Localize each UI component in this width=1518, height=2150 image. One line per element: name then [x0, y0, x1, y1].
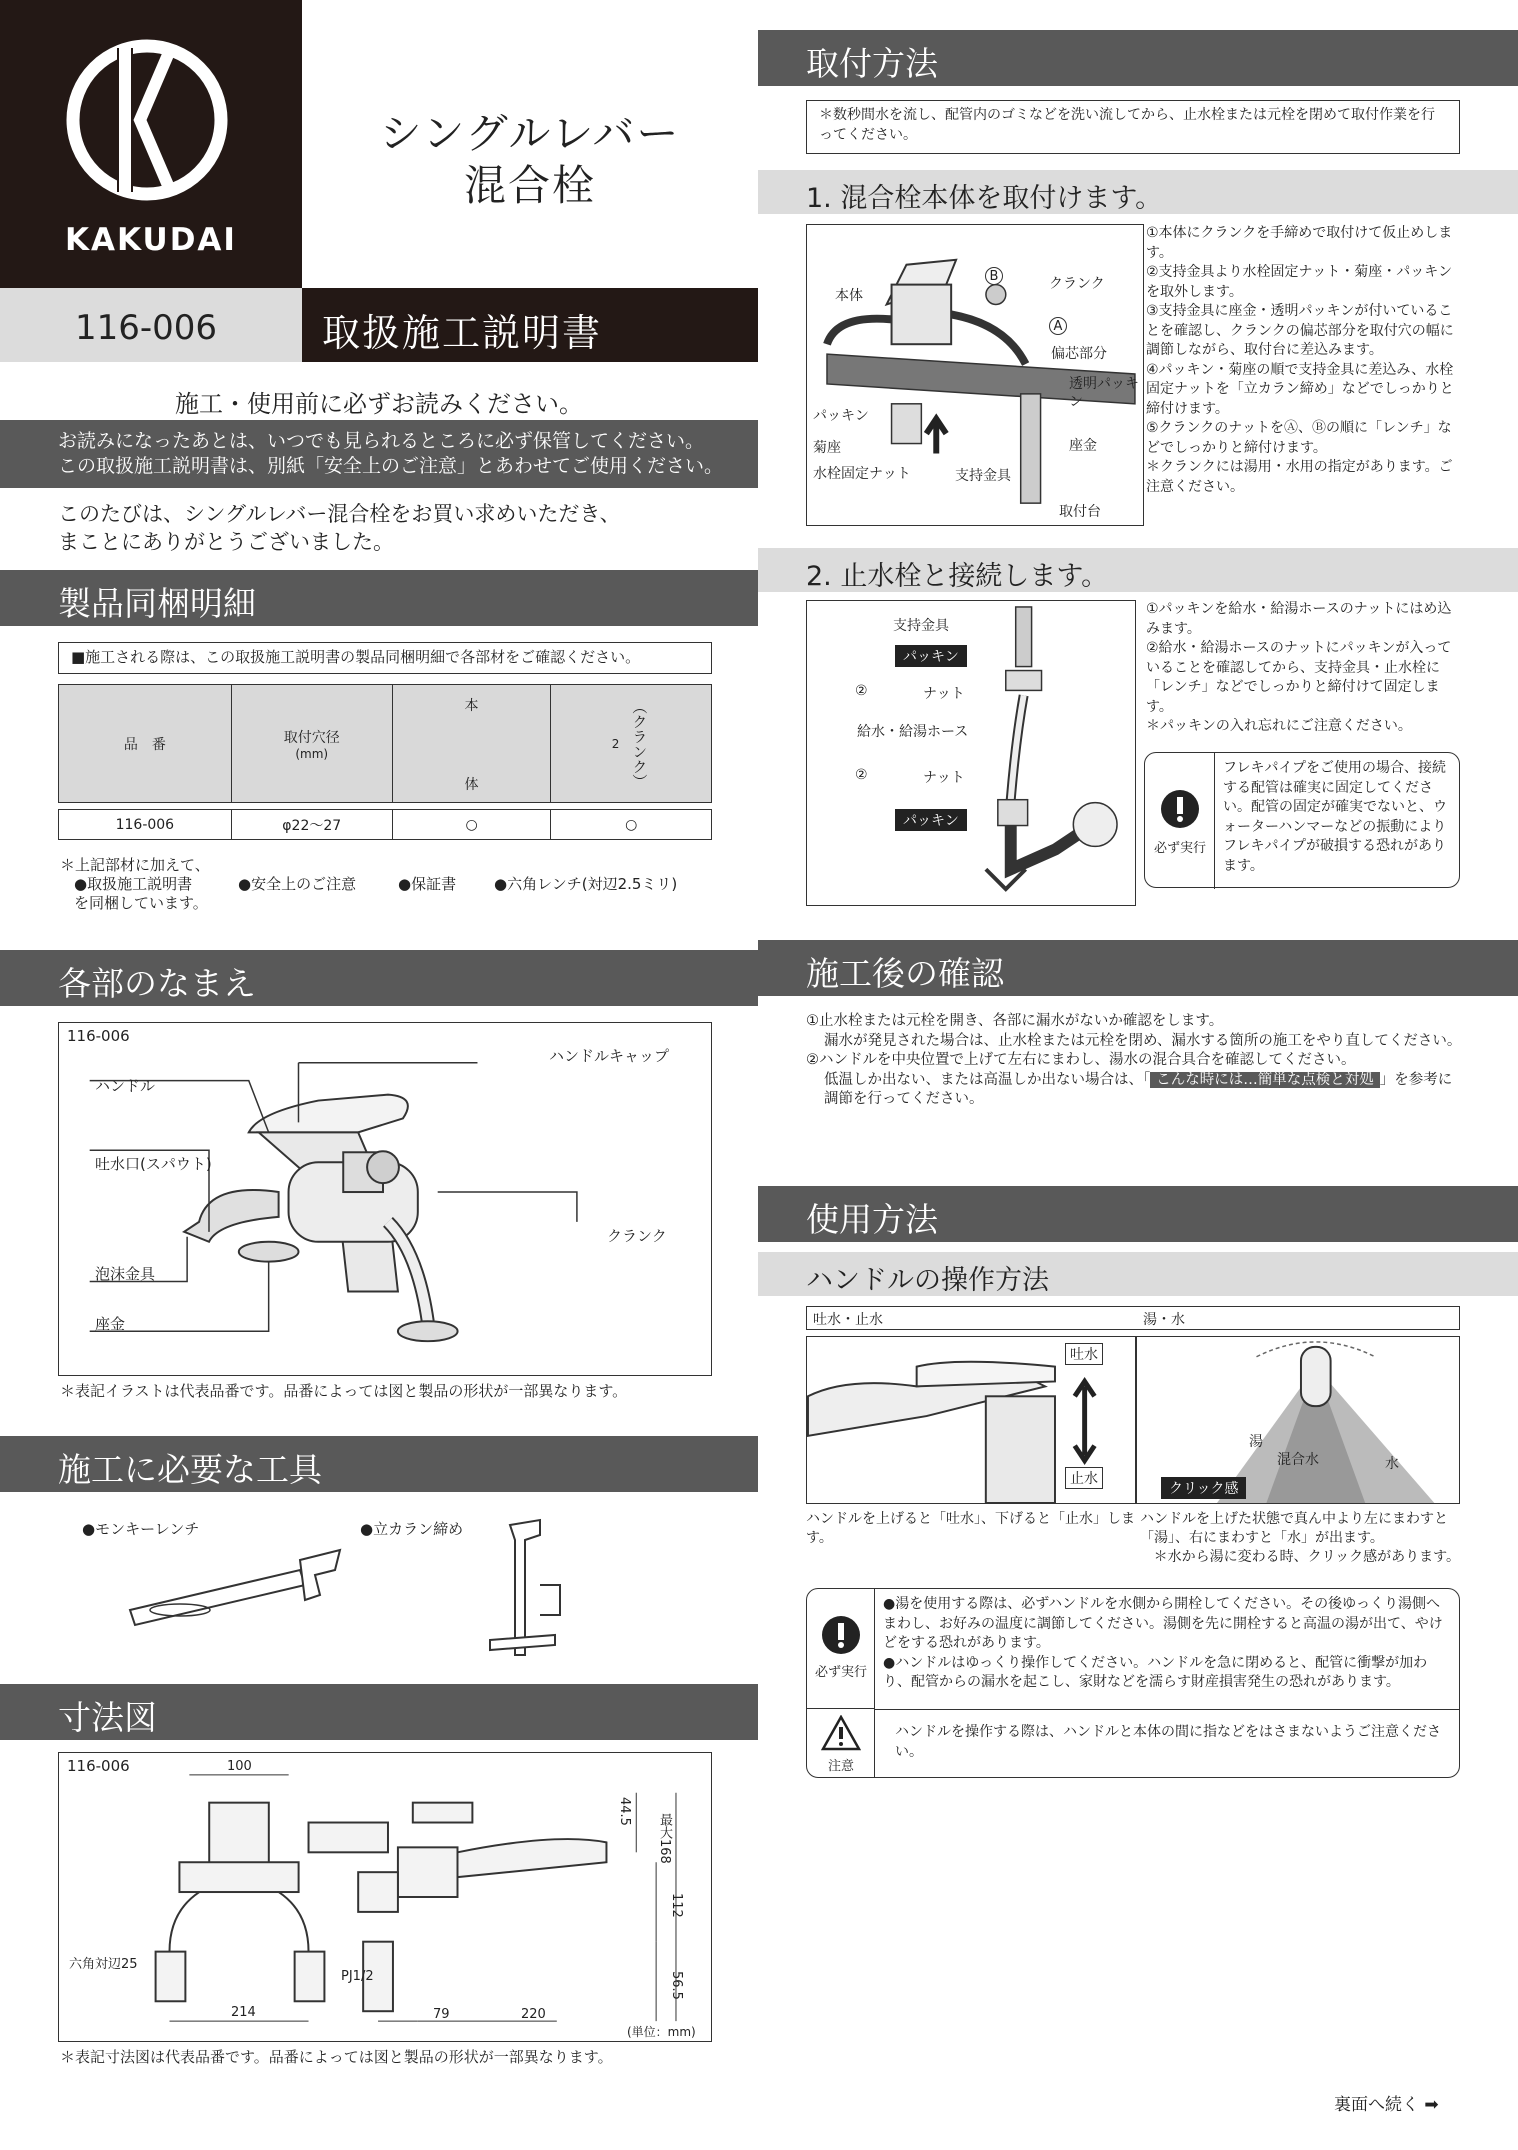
must-do-icon	[821, 1615, 861, 1655]
thanks-message	[58, 500, 748, 556]
read-before-note: 施工・使用前に必ずお読みください。	[175, 390, 583, 418]
thanks-line-2: まことにありがとうございました。	[58, 530, 394, 554]
s2-label-step-bottom: ②	[855, 767, 868, 783]
keep-note-line-1: お読みになったあとは、いつでも見られるところに必ず保管してください。	[58, 430, 705, 452]
dim-44-5: 44.5	[617, 1797, 632, 1826]
handle-temp-figure	[1136, 1336, 1460, 1504]
label-mixed: 混合水	[1277, 1452, 1319, 1468]
extra-item: ●安全上のご注意	[238, 875, 357, 893]
doc-title: 取扱施工説明書	[302, 288, 758, 362]
monkey-wrench-icon	[100, 1540, 350, 1640]
s2-label-packing-top: パッキン	[895, 645, 967, 667]
s1-label-body: 本体	[835, 288, 863, 304]
dimension-drawing	[59, 1753, 711, 2041]
install-step2-title: 2. 止水栓と接続します。	[758, 548, 1518, 592]
flexi-must-cell	[1145, 753, 1215, 889]
step1-text: ＊クランクには湯用・水用の指定があります。ご注意ください。	[1146, 459, 1453, 495]
after-check-line: 漏水が発見された場合は、止水栓または元栓を閉め、漏水する箇所の施工をやり直してください。	[824, 1032, 1462, 1049]
s2-label-packing-bottom: パッキン	[895, 809, 967, 831]
dim-112: 112	[669, 1893, 684, 1918]
usage-col-heads	[806, 1306, 1460, 1330]
dim-hex-25: 六角対辺25	[69, 1957, 138, 1972]
section-usage: 使用方法	[758, 1186, 1518, 1242]
th-part-no: 品 番	[59, 685, 232, 803]
contents-extra-line-2: を同梱しています。	[74, 894, 208, 912]
th-crank	[551, 685, 712, 803]
must-do-label: 必ず実行	[1153, 841, 1206, 856]
continue-label: 裏面へ続く	[1334, 2095, 1419, 2115]
handle-up-down-figure	[806, 1336, 1136, 1504]
troubleshooting-reference: こんな時には…簡単な点検と対処	[1150, 1072, 1380, 1088]
caution-divider	[875, 1709, 1459, 1710]
th-hole-label: 取付穴径	[283, 729, 340, 746]
extra-item: ●取扱施工説明書	[74, 875, 193, 893]
step1-text: ③支持金具に座金・透明パッキンが付いていることを確認し、クランクの偏芯部分を取付穴の幅に調節しながら、取付台に差込みます。	[1146, 303, 1454, 358]
dim-56-5: 56.5	[669, 1971, 684, 2000]
label-cold: 水	[1385, 1456, 1399, 1472]
parts-model: 116-006	[67, 1027, 130, 1045]
usage-desc-temp	[1140, 1510, 1460, 1567]
label-hot: 湯	[1249, 1434, 1263, 1450]
s2-label-nut-top: ナット	[923, 686, 965, 702]
faucet-parts-illustration	[59, 1023, 711, 1375]
thanks-line-1: このたびは、シングルレバー混合栓をお買い求めいただき、	[58, 502, 621, 526]
label-spout: 吐水口(スパウト)	[95, 1155, 212, 1173]
s1-label-mount: 取付台	[1059, 504, 1101, 520]
s1-label-clear-packing: 透明パッキン	[1069, 376, 1139, 410]
dim-220: 220	[521, 2007, 546, 2022]
label-handle-cap: ハンドルキャップ	[549, 1047, 670, 1065]
brand-name: KAKUDAI	[65, 222, 237, 258]
th-body-bottom: 体	[464, 777, 479, 793]
s1-label-a: A	[1049, 317, 1067, 335]
usage-desc-temp-main: ハンドルを上げた状態で真ん中より左にまわすと「湯」、右にまわすと「水」が出ます。	[1140, 1511, 1448, 1546]
section-dimensions: 寸法図	[0, 1684, 758, 1740]
keep-note-banner	[0, 420, 758, 488]
after-check-line: ②ハンドルを中央位置で上げて左右にまわし、湯水の混合具合を確認してください。	[806, 1052, 1356, 1068]
step1-text: ①本体にクランクを手締めで取付けて仮止めします。	[1146, 225, 1453, 261]
step1-figure	[806, 224, 1144, 526]
flexi-warning-box	[1144, 752, 1460, 888]
tool-wrench-label: ●モンキーレンチ	[82, 1520, 200, 1538]
step1-instructions	[1146, 224, 1460, 497]
step1-text: ⑤クランクのナットをⒶ、Ⓑの順に「レンチ」などでしっかりと締付けます。	[1146, 420, 1452, 456]
after-check-line: ①止水栓または元栓を開き、各部に漏水がないか確認をします。	[806, 1013, 1224, 1029]
install-step1-title: 1. 混合栓本体を取付けます。	[758, 170, 1518, 214]
extra-item: ●六角レンチ(対辺2.5ミリ)	[494, 875, 678, 893]
dim-pj: PJ1/2	[341, 1969, 374, 1984]
product-title	[340, 108, 720, 212]
contents-extra	[60, 856, 750, 913]
arrow-right-icon: ➡	[1424, 2095, 1439, 2115]
parts-footnote: ＊表記イラストは代表品番です。品番によっては図と製品の形状が一部異なります。	[60, 1382, 628, 1400]
th-crank-count: 2	[611, 736, 620, 751]
kakudai-logo-icon	[0, 0, 302, 230]
label-washer: 座金	[95, 1315, 126, 1333]
section-contents: 製品同梱明細	[0, 570, 758, 626]
section-parts: 各部のなまえ	[0, 950, 758, 1006]
parts-figure	[58, 1022, 712, 1376]
flexi-warning-text: フレキパイプをご使用の場合、接続する配管は確実に固定してください。配管の固定が確実でないと、ウォーターハンマーなどの振動によりフレキパイプが破損する恐れがあります。	[1223, 760, 1447, 874]
section-after-check: 施工後の確認	[758, 940, 1518, 996]
extra-item: ●保証書	[398, 875, 457, 893]
step2-figure	[806, 600, 1136, 906]
dim-100: 100	[227, 1759, 252, 1774]
td-hole: φ22〜27	[231, 810, 392, 840]
caution-label: 注意	[827, 1759, 854, 1774]
usage-subtitle: ハンドルの操作方法	[758, 1252, 1518, 1296]
usage-desc-flow: ハンドルを上げると「吐水」、下げると「止水」します。	[806, 1511, 1135, 1546]
must-do-icon	[1160, 789, 1200, 829]
continue-note	[1334, 2090, 1439, 2115]
contents-note: ■施工される際は、この取扱施工説明書の製品同梱明細で各部材をご確認ください。	[58, 642, 712, 674]
th-hole-unit: (mm)	[295, 746, 329, 761]
col-head-temp: 湯・水	[1143, 1312, 1185, 1328]
after-check-line: 」を参考に調節を行ってください。	[824, 1071, 1453, 1107]
title-line-1: シングルレバー	[379, 109, 681, 158]
s2-label-support: 支持金具	[893, 618, 949, 634]
s1-label-eccentric: 偏芯部分	[1051, 346, 1107, 362]
s1-label-packing: パッキン	[813, 408, 869, 424]
after-check-line: 低温しか出ない、または高温しか出ない場合は、「	[824, 1071, 1151, 1088]
title-line-2: 混合栓	[463, 161, 596, 210]
th-body-top: 本	[464, 698, 479, 714]
column-wrench-icon	[480, 1515, 570, 1665]
contents-table	[58, 684, 712, 840]
th-crank-label: ︵クランク︶	[630, 698, 649, 789]
s1-label-fix-nut: 水栓固定ナット	[813, 466, 911, 482]
s2-label-nut-bottom: ナット	[923, 770, 965, 786]
install-note: ＊数秒間水を流し、配管内のゴミなどを洗い流してから、止水栓または元栓を閉めて取付作業を行ってください。	[806, 100, 1460, 154]
label-aerator: 泡沫金具	[95, 1265, 156, 1283]
must-text: ●ハンドルはゆっくり操作してください。ハンドルを急に閉めると、配管に衝撃が加わり、配管からの漏水を起こし、家財などを濡らす財産損害発生の恐れがあります。	[883, 1654, 1428, 1690]
model-number: 116-006	[0, 288, 302, 362]
dim-model: 116-006	[67, 1757, 130, 1775]
step1-text: ④パッキン・菊座の順で支持金具に差込み、水栓固定ナットを「立カラン締め」などでしっかりと締付けます。	[1146, 361, 1454, 417]
td-crank: ○	[551, 810, 712, 840]
warning-triangle-icon	[821, 1715, 861, 1751]
th-hole	[231, 685, 392, 803]
step2-text: ①パッキンを給水・給湯ホースのナットにはめ込みます。	[1146, 601, 1452, 637]
s1-label-b: B	[985, 267, 1003, 285]
label-click: クリック感	[1161, 1477, 1246, 1499]
usage-must-cell	[807, 1589, 875, 1709]
usage-caution-text: ハンドルを操作する際は、ハンドルと本体の間に指などをはさまないようご注意ください。	[895, 1724, 1441, 1760]
step2-instructions	[1146, 600, 1460, 737]
step2-illustration	[807, 601, 1135, 905]
s1-label-crank: クランク	[1049, 276, 1105, 292]
label-flow-off: 止水	[1065, 1467, 1103, 1489]
step2-text: ②給水・給湯ホースのナットにパッキンが入っていることを確認してから、支持金具・止水栓に「レンチ」などでしっかりと締付けて固定します。	[1146, 640, 1452, 715]
col-head-flow: 吐水・止水	[813, 1312, 883, 1328]
s1-label-zagane: 座金	[1069, 438, 1097, 454]
must-do-label: 必ず実行	[814, 1665, 867, 1680]
dimension-figure	[58, 1752, 712, 2042]
contents-extra-line-1: ＊上記部材に加えて、	[60, 856, 210, 874]
label-handle: ハンドル	[95, 1077, 156, 1095]
dim-unit: (単位：mm)	[627, 2025, 696, 2039]
s1-label-support: 支持金具	[955, 468, 1011, 484]
label-crank: クランク	[607, 1227, 667, 1245]
label-flow-on: 吐水	[1065, 1343, 1103, 1365]
must-text: ●湯を使用する際は、必ずハンドルを水側から開栓してください。その後ゆっくり湯側へまわし、お好みの温度に調節してください。湯側を先に開栓すると高温の湯が出て、やけどをする恐れがあります。	[883, 1596, 1443, 1651]
keep-note-line-2: この取扱施工説明書は、別紙「安全上のご注意」とあわせてご使用ください。	[58, 455, 724, 477]
s1-label-kikuza: 菊座	[813, 440, 841, 456]
s2-label-hose: 給水・給湯ホース	[857, 724, 969, 740]
usage-desc-temp-note: ＊水から湯に変わる時、クリック感があります。	[1153, 1549, 1460, 1565]
after-check-text	[806, 1012, 1466, 1110]
s2-label-step-top: ②	[855, 683, 868, 699]
usage-caution-cell	[807, 1709, 875, 1777]
usage-caution-box	[806, 1588, 1460, 1778]
section-install: 取付方法	[758, 30, 1518, 86]
td-body: ○	[392, 810, 551, 840]
step1-text: ②支持金具より水栓固定ナット・菊座・パッキンを取外します。	[1146, 264, 1453, 300]
tool-column-label: ●立カラン締め	[360, 1520, 464, 1538]
dim-79: 79	[433, 2007, 450, 2022]
section-tools: 施工に必要な工具	[0, 1436, 758, 1492]
th-body	[392, 685, 550, 803]
usage-must-text	[883, 1595, 1453, 1693]
dim-214: 214	[231, 2005, 256, 2020]
step2-text: ＊パッキンの入れ忘れにご注意ください。	[1146, 718, 1412, 734]
dim-footnote: ＊表記寸法図は代表品番です。品番によっては図と製品の形状が一部異なります。	[60, 2048, 613, 2066]
td-part-no: 116-006	[59, 810, 232, 840]
dim-max-168: 最大168	[657, 1813, 672, 1864]
